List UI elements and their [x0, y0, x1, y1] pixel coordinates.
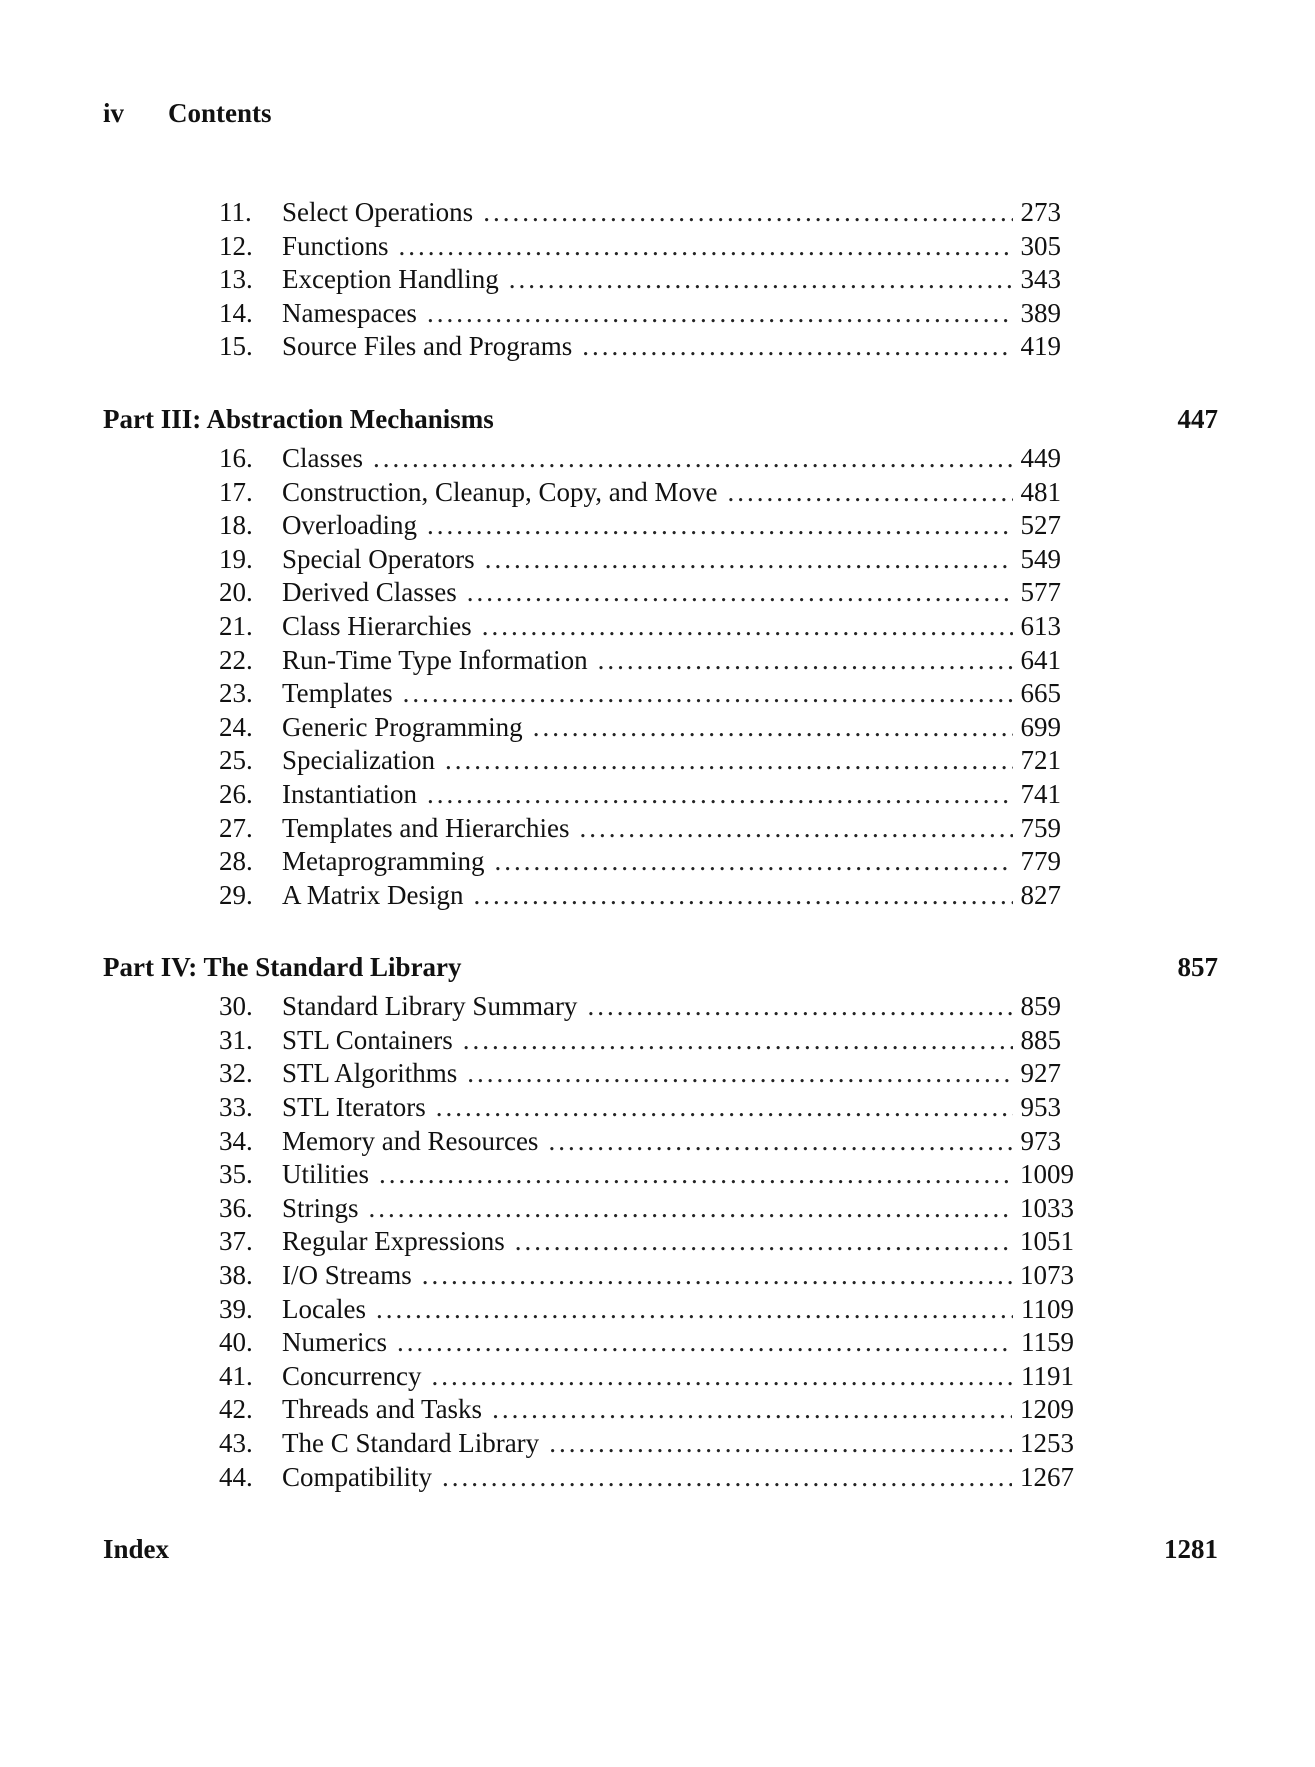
chapter-page-number: 1191: [1021, 1360, 1074, 1391]
dot-leader: [376, 1293, 1013, 1327]
chapter-page-number: 305: [1020, 230, 1061, 261]
dot-leader: [442, 1461, 1012, 1495]
chapter-entry[interactable]: 43. The C Standard Library ..... 1253: [103, 1427, 1218, 1461]
dot-leader: [431, 1360, 1013, 1394]
chapter-page-number: 1051: [1020, 1226, 1074, 1257]
chapter-title: Metaprogramming: [282, 846, 485, 877]
chapter-entry[interactable]: 31. STL Containers ..... 885: [103, 1024, 1218, 1058]
chapter-entry[interactable]: 28. Metaprogramming ..... 779: [103, 845, 1218, 879]
toc-section: [103, 1532, 1218, 1566]
dot-leader: [373, 442, 1013, 476]
dot-leader: [445, 744, 1013, 778]
chapter-page-number: 577: [1020, 577, 1061, 608]
chapter-page-number: 885: [1020, 1024, 1061, 1055]
chapter-entry[interactable]: 17. Construction, Cleanup, Copy, and Move ..... 481: [103, 476, 1218, 510]
chapter-entry[interactable]: 18. Overloading ..... 527: [103, 509, 1218, 543]
chapter-title: Templates: [282, 678, 393, 709]
chapter-entry[interactable]: 13. Exception Handling ..... 343: [103, 263, 1218, 297]
part-heading[interactable]: [103, 1532, 1218, 1566]
chapter-title: Concurrency: [282, 1360, 422, 1391]
chapter-title: Regular Expressions: [282, 1226, 505, 1257]
part-title: Part IV: The Standard Library: [103, 952, 462, 983]
toc-section: [103, 950, 1218, 1494]
chapter-entry[interactable]: 32. STL Algorithms ..... 927: [103, 1057, 1218, 1091]
chapter-entry[interactable]: 30. Standard Library Summary ..... 859: [103, 990, 1218, 1024]
dot-leader: [474, 879, 1013, 913]
chapter-entry[interactable]: 12. Functions ..... 305: [103, 230, 1218, 264]
dot-leader: [509, 263, 1013, 297]
chapter-page-number: 779: [1020, 846, 1061, 877]
chapter-page-number: 1209: [1020, 1394, 1074, 1425]
chapter-entry[interactable]: 44. Compatibility ..... 1267: [103, 1461, 1218, 1495]
chapter-page-number: 481: [1020, 476, 1061, 507]
part-page-number: 447: [1177, 403, 1218, 434]
chapter-entry[interactable]: 25. Specialization ..... 721: [103, 744, 1218, 778]
dot-leader: [598, 644, 1013, 678]
chapter-page-number: 741: [1020, 778, 1061, 809]
chapter-page-number: 927: [1020, 1058, 1061, 1089]
chapter-title: Class Hierarchies: [282, 610, 472, 641]
dot-leader: [482, 610, 1013, 644]
chapter-entry[interactable]: 39. Locales ..... 1109: [103, 1293, 1218, 1327]
chapter-entry[interactable]: 26. Instantiation ..... 741: [103, 778, 1218, 812]
dot-leader: [582, 330, 1012, 364]
chapter-page-number: 389: [1020, 297, 1061, 328]
chapter-title: Derived Classes: [282, 577, 457, 608]
chapter-page-number: 527: [1020, 510, 1061, 541]
chapter-entry[interactable]: 14. Namespaces ..... 389: [103, 297, 1218, 331]
chapter-entry[interactable]: 24. Generic Programming ..... 699: [103, 711, 1218, 745]
dot-leader: [579, 812, 1012, 846]
chapter-entry[interactable]: 11. Select Operations ..... 273: [103, 196, 1218, 230]
chapter-page-number: 613: [1020, 610, 1061, 641]
chapter-title: Memory and Resources: [282, 1125, 539, 1156]
chapter-page-number: 953: [1020, 1092, 1061, 1123]
chapter-title: Select Operations: [282, 197, 474, 227]
chapter-entry[interactable]: 35. Utilities ..... 1009: [103, 1158, 1218, 1192]
chapter-entry[interactable]: 41. Concurrency ..... 1191: [103, 1360, 1218, 1394]
dot-leader: [399, 230, 1013, 264]
chapter-entry[interactable]: 37. Regular Expressions ..... 1051: [103, 1225, 1218, 1259]
chapter-title: STL Containers: [282, 1024, 453, 1055]
chapter-title: Utilities: [282, 1159, 369, 1190]
running-head-title: Contents: [168, 98, 272, 128]
dot-leader: [587, 990, 1012, 1024]
chapter-title: Threads and Tasks: [282, 1394, 483, 1425]
page-folio: iv: [103, 98, 125, 128]
chapter-title: STL Algorithms: [282, 1058, 458, 1089]
dot-leader: [485, 543, 1013, 577]
chapter-title: Exception Handling: [282, 264, 499, 295]
chapter-title: Numerics: [282, 1327, 387, 1358]
chapter-page-number: 549: [1020, 543, 1061, 574]
dot-leader: [427, 509, 1013, 543]
chapter-page-number: 973: [1020, 1125, 1061, 1156]
chapter-page-number: 859: [1020, 991, 1061, 1022]
chapter-entry[interactable]: 34. Memory and Resources ..... 973: [103, 1125, 1218, 1159]
dot-leader: [397, 1326, 1013, 1360]
chapter-title: Specialization: [282, 745, 435, 776]
part-heading[interactable]: [103, 950, 1218, 984]
chapter-entry[interactable]: 15. Source Files and Programs ..... 419: [103, 330, 1218, 364]
running-head: [103, 96, 272, 130]
dot-leader: [427, 297, 1013, 331]
chapter-title: Instantiation: [282, 778, 417, 809]
chapter-page-number: 1253: [1020, 1428, 1074, 1458]
chapter-title: Templates and Hierarchies: [282, 812, 570, 843]
dot-leader: [515, 1225, 1012, 1259]
chapter-title: Construction, Cleanup, Copy, and Move: [282, 476, 718, 507]
chapter-page-number: 1159: [1021, 1327, 1074, 1358]
part-title: Index: [103, 1534, 170, 1565]
dot-leader: [427, 778, 1013, 812]
chapter-entry[interactable]: 33. STL Iterators ..... 953: [103, 1091, 1218, 1125]
chapter-entry[interactable]: 21. Class Hierarchies ..... 613: [103, 610, 1218, 644]
chapter-page-number: 721: [1020, 745, 1061, 776]
chapter-title: Special Operators: [282, 543, 475, 574]
dot-leader: [403, 677, 1013, 711]
chapter-title: Strings: [282, 1192, 359, 1223]
part-title: Part III: Abstraction Mechanisms: [103, 403, 494, 434]
chapter-title: STL Iterators: [282, 1092, 426, 1123]
chapter-page-number: 665: [1020, 678, 1061, 709]
dot-leader: [436, 1091, 1013, 1125]
chapter-page-number: 419: [1020, 331, 1061, 362]
dot-leader: [494, 845, 1012, 879]
chapter-page-number: 343: [1020, 264, 1061, 295]
chapter-entry[interactable]: 23. Templates ..... 665: [103, 677, 1218, 711]
part-heading[interactable]: [103, 402, 1218, 436]
dot-leader: [463, 1024, 1013, 1058]
chapter-page-number: 699: [1020, 711, 1061, 742]
chapter-entry[interactable]: 40. Numerics ..... 1159: [103, 1326, 1218, 1360]
chapter-page-number: 1073: [1020, 1260, 1074, 1291]
chapter-entry[interactable]: 16. Classes ..... 449: [103, 442, 1218, 476]
chapter-entry[interactable]: 22. Run-Time Type Information ..... 641: [103, 644, 1218, 678]
chapter-title: The C Standard Library: [282, 1428, 540, 1458]
chapter-title: Overloading: [282, 510, 417, 541]
chapter-page-number: 449: [1020, 442, 1061, 473]
dot-leader: [548, 1125, 1012, 1159]
chapter-page-number: 1033: [1020, 1192, 1074, 1223]
chapter-page-number: 759: [1020, 812, 1061, 843]
chapter-entry[interactable]: 38. I/O Streams ..... 1073: [103, 1259, 1218, 1293]
dot-leader: [483, 196, 1012, 230]
chapter-title: Source Files and Programs: [282, 331, 573, 362]
dot-leader: [727, 476, 1012, 510]
chapter-page-number: 827: [1020, 879, 1061, 910]
contents-list: [103, 196, 1218, 1572]
chapter-title: Locales: [282, 1293, 366, 1324]
part-page-number: 1281: [1164, 1534, 1218, 1565]
chapter-page-number: 1109: [1021, 1293, 1074, 1324]
chapter-title: Functions: [282, 230, 389, 261]
chapter-entry[interactable]: 42. Threads and Tasks ..... 1209: [103, 1393, 1218, 1427]
chapter-title: Standard Library Summary: [282, 991, 578, 1022]
chapter-entry[interactable]: 20. Derived Classes ..... 577: [103, 576, 1218, 610]
toc-section: [103, 402, 1218, 912]
chapter-title: I/O Streams: [282, 1260, 412, 1291]
dot-leader: [422, 1259, 1012, 1293]
dot-leader: [533, 711, 1013, 745]
dot-leader: [492, 1393, 1012, 1427]
chapter-page-number: 273: [1020, 197, 1061, 227]
part-page-number: 857: [1177, 952, 1218, 983]
chapter-title: Compatibility: [282, 1461, 433, 1492]
chapter-title: Namespaces: [282, 297, 417, 328]
chapter-title: Generic Programming: [282, 711, 523, 742]
chapter-title: Classes: [282, 442, 363, 473]
dot-leader: [379, 1158, 1012, 1192]
chapter-page-number: 1009: [1020, 1159, 1074, 1190]
chapter-entry[interactable]: 19. Special Operators ..... 549: [103, 543, 1218, 577]
chapter-entry[interactable]: 36. Strings ..... 1033: [103, 1192, 1218, 1226]
chapter-page-number: 641: [1020, 644, 1061, 675]
dot-leader: [467, 1057, 1012, 1091]
chapter-entry[interactable]: 29. A Matrix Design ..... 827: [103, 879, 1218, 913]
chapter-page-number: 1267: [1020, 1461, 1074, 1492]
toc-section: [103, 196, 1218, 364]
dot-leader: [369, 1192, 1012, 1226]
dot-leader: [549, 1427, 1012, 1461]
chapter-title: A Matrix Design: [282, 879, 464, 910]
dot-leader: [467, 576, 1013, 610]
chapter-entry[interactable]: 27. Templates and Hierarchies ..... 759: [103, 812, 1218, 846]
chapter-title: Run-Time Type Information: [282, 644, 588, 675]
